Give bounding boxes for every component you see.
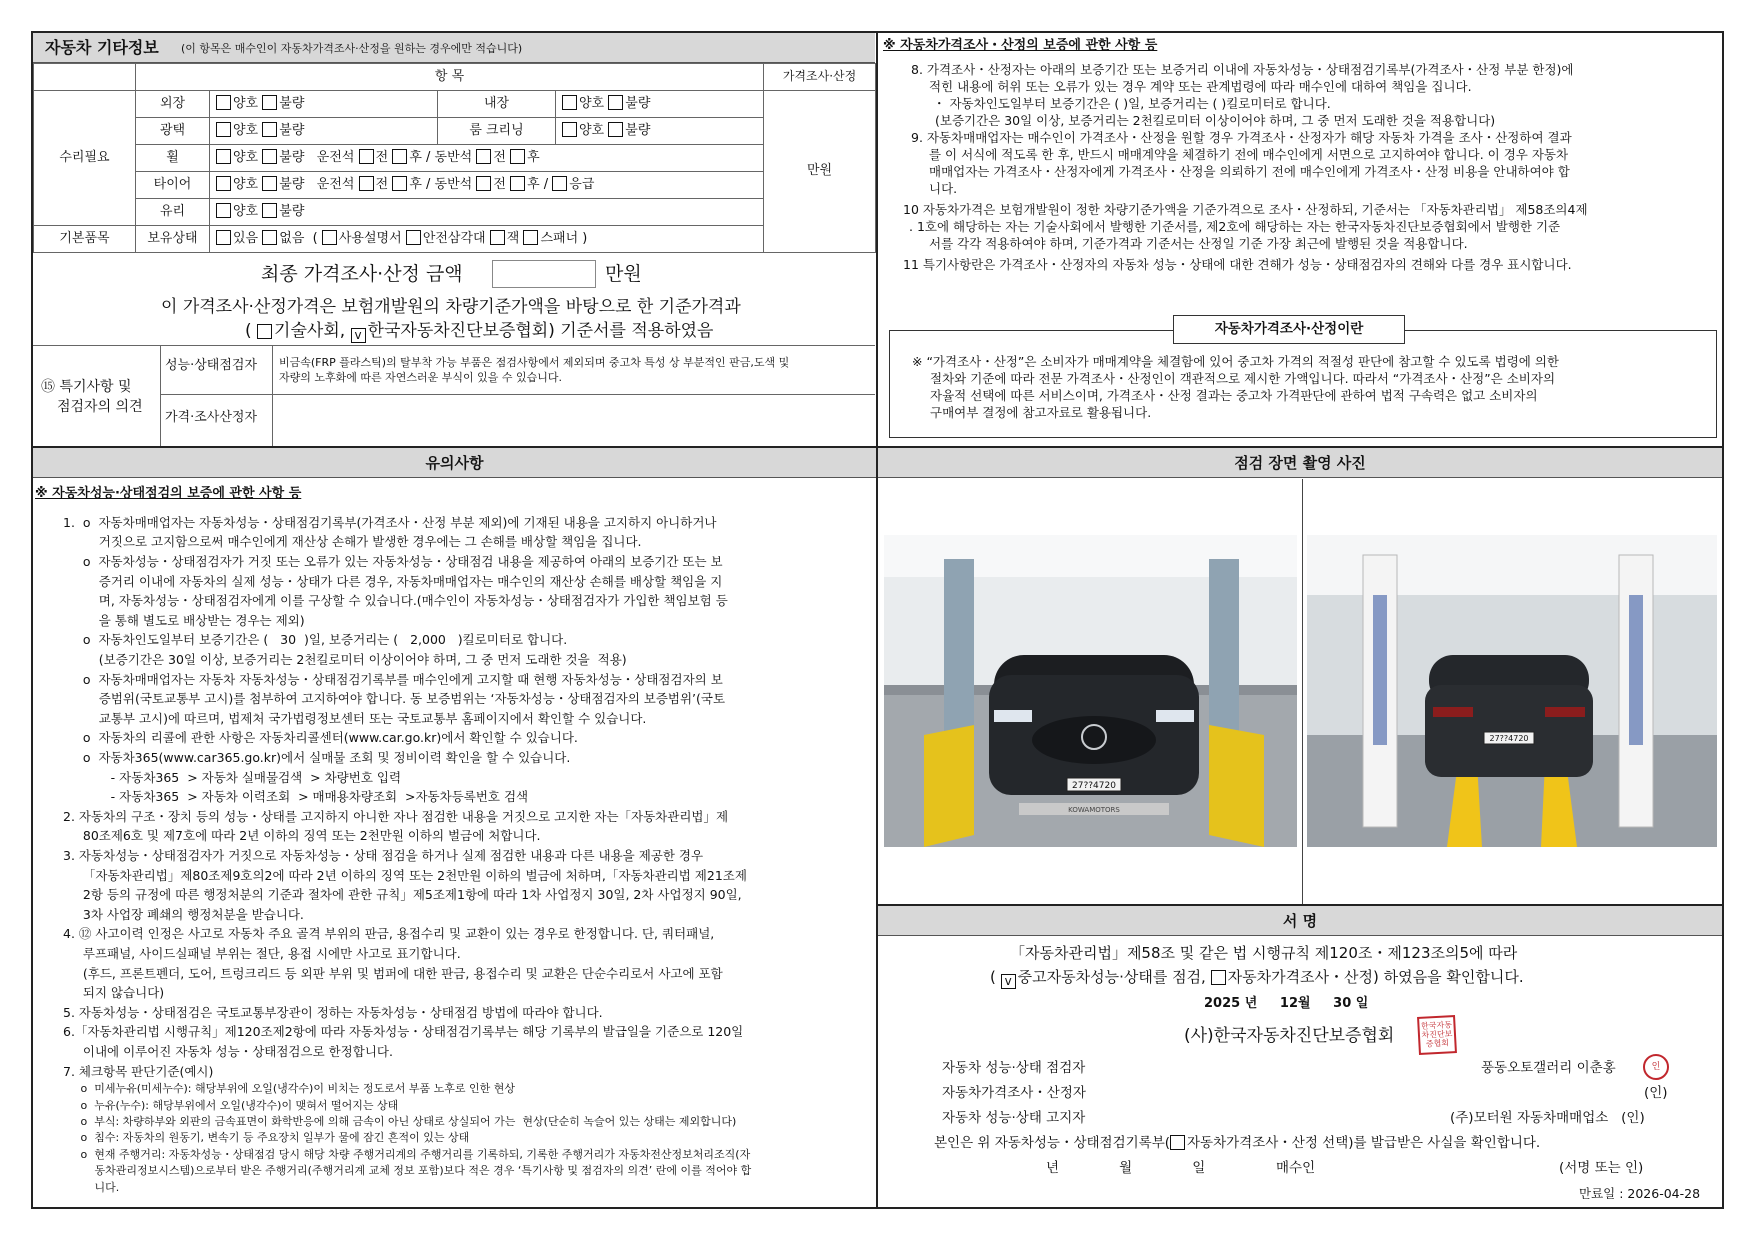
p8-line: (보증기간은 30일 이상, 보증거리는 2천킬로미터 이상이어야 하며, 그 중 먼저 도래한 것을 적용합니다) — [935, 112, 1496, 128]
checkbox-exterior-good[interactable] — [216, 95, 231, 110]
notice-line: 증거리 이내에 자동차의 실제 성능・상태가 다른 경우, 자동차매매업자는 매수인의 재산상 손해를 배상할 책임을 지 — [63, 573, 723, 589]
price-assessment-label: 자동차가격조사・산정) 하였음을 확인합니다. — [1227, 968, 1524, 986]
special-label-line1: ⑮ 특기사항 및 — [41, 379, 132, 395]
good-label: 양호 — [233, 123, 259, 139]
checkbox-gloss-bad[interactable] — [262, 122, 277, 137]
repair-needed-label: 수리필요 — [34, 91, 136, 226]
exterior-label: 외장 — [136, 91, 210, 118]
buyer-label: 매수인 — [1276, 1160, 1316, 1176]
glass-label: 유리 — [136, 199, 210, 226]
notice-line: o 자동차인도일부터 보증기간은 ( 30 )일, 보증거리는 ( 2,000 )킬로미터로 합니다. — [63, 632, 568, 648]
good-label: 양호 — [233, 96, 259, 112]
checkbox-tire-pass-front[interactable] — [476, 176, 491, 191]
notice-line: 3. 자동차성능・상태점검자가 거짓으로 자동차성능・상태 점검을 하거나 실제 점검한 내용과 다른 내용을 제공한 경우 — [63, 847, 704, 863]
guarantee-paragraphs — [883, 61, 1718, 273]
col-item-header: 항 목 — [136, 64, 764, 91]
notice-line: o 현재 주행거리: 자동차성능・상태점검 당시 해당 차량 주행거리계의 주행거리를 기록하되, 기록한 주행거리가 자동차전산정보처리조직(자 — [63, 1147, 751, 1161]
signature-header: 서 명 — [878, 906, 1722, 936]
paren-open: ( — [312, 231, 318, 247]
notice-section — [35, 486, 873, 1196]
p9-line: 를 이 서식에 적도록 한 후, 반드시 매매계약을 체결하기 전에 매수인에게 서면으로 고지하여야 합니다. 이 경우 자동차 — [929, 146, 1569, 162]
rear-label: 후 / — [527, 177, 549, 193]
checkbox-tire-bad[interactable] — [262, 176, 277, 191]
paren-open: ( — [245, 321, 252, 341]
checkbox-tire-emergency[interactable] — [552, 176, 567, 191]
notice-line: 거짓으로 고지함으로써 매수인에게 재산상 손해가 발생한 경우에는 그 손해를 배상할 책임을 집니다. — [63, 534, 642, 550]
notice-line: 1. o 자동차매매업자는 자동차성능・상태점검기록부(가격조사・산정 부분 제외)에 기재된 내용을 고지하지 아니하거나 — [63, 514, 717, 530]
bad-label: 불량 — [625, 123, 651, 139]
ownership-label: 보유상태 — [136, 226, 210, 253]
p9-line: 9. 자동차매매업자는 매수인이 가격조사・산정을 원할 경우 가격조사・산정자가 해당 자동차 가격을 조사・산정하여 결과 — [911, 129, 1572, 145]
triangle-label: 안전삼각대 — [422, 231, 486, 247]
checkbox-performance-inspection[interactable]: v — [1001, 974, 1016, 989]
checkbox-interior-good[interactable] — [562, 95, 577, 110]
notice-line: 7. 체크항목 판단기준(예시) — [63, 1063, 214, 1079]
good-label: 양호 — [579, 96, 605, 112]
other-info-title: 자동차 기타정보 — [45, 38, 159, 57]
bad-label: 불량 — [279, 123, 305, 139]
checkbox-glass-bad[interactable] — [262, 203, 277, 218]
gloss-label: 광택 — [136, 118, 210, 145]
notifier-name: (주)모터원 자동차매매업소 (인) — [1450, 1110, 1645, 1126]
notice-line: 2항 등의 규정에 따른 행정처분의 기준과 절차에 관한 규칙」제5조제1항에 따라 1차 사업정지 30일, 2차 사업정지 90일, — [63, 887, 742, 903]
notice-line: 이내에 이루어진 자동차 성능・상태점검으로 한정합니다. — [63, 1043, 393, 1059]
price-assessor-label: 가격·조사산정자 — [165, 410, 258, 425]
special-sublabels — [161, 346, 273, 446]
checkbox-price-assessment[interactable] — [1211, 970, 1226, 985]
front-lift-brand: KOWAMOTORS — [1068, 806, 1120, 814]
buyer-sign-field[interactable]: (서명 또는 인) — [1559, 1160, 1644, 1176]
photo-divider — [1302, 479, 1303, 904]
definition-line: 구매여부 결정에 참고자료로 활용됩니다. — [930, 405, 1152, 420]
p9-line: 니다. — [929, 180, 958, 196]
other-info-note: (이 항목은 매수인이 자동차가격조사·산정을 원하는 경우에만 적습니다) — [181, 42, 523, 55]
notice-line: 니다. — [63, 1180, 120, 1194]
tire-label: 타이어 — [136, 172, 210, 199]
notice-line: 을 통해 별도로 배상받는 경우는 제외) — [63, 612, 305, 628]
other-info-table — [33, 63, 875, 253]
price-definition-box — [889, 330, 1717, 438]
notice-header: 유의사항 — [33, 448, 876, 478]
inspector-opinion-line2: 자량의 노후화에 따른 자연스러운 부식이 있을 수 있습니다. — [279, 370, 562, 384]
definition-line: ※ “가격조사・산정”은 소비자가 매매계약을 체결함에 있어 중고차 가격의 적절성 판단에 참고할 수 있도록 법령에 의한 — [912, 354, 1560, 369]
inspector-name: 풍동오토갤러리 이춘홍 — [1481, 1060, 1616, 1076]
notice-line: 2. 자동차의 구조・장치 등의 성능・상태를 고지하지 아니한 자나 점검한 내용을 거짓으로 고지한 자는「자동차관리법」제 — [63, 808, 729, 824]
checkbox-tire-pass-rear[interactable] — [510, 176, 525, 191]
front-inspection-photo — [884, 535, 1297, 847]
driver-label: 운전석 — [316, 150, 355, 166]
basis-line1: 이 가격조사·산정가격은 보험개발원의 차량기준가액을 바탕으로 한 기준가격과 — [161, 297, 741, 317]
inspector-opinion — [279, 356, 869, 386]
kaids-label: 한국자동차진단보증협회) 기준서를 적용하였음 — [367, 321, 714, 341]
checkbox-gloss-good[interactable] — [216, 122, 231, 137]
notice-line: 교통부 고시)에 따르며, 법제처 국가법령정보센터 또는 국토교통부 홈페이지에서 확인할 수 있습니다. — [63, 710, 647, 726]
good-label: 양호 — [233, 150, 259, 166]
price-definition-text — [912, 353, 1712, 421]
inspector-seal-text: 인 — [1651, 1062, 1661, 1072]
notice-line: o 부식: 차량하부와 외판의 금속표면이 화학반응에 의해 금속이 아닌 상태로 상실되어 가는 현상(단순히 녹슬어 있는 상태는 제외합니다) — [63, 1114, 737, 1128]
checkbox-triangle[interactable] — [406, 230, 421, 245]
good-label: 양호 — [233, 177, 259, 193]
price-guarantee-section — [883, 38, 1718, 273]
definition-line: 절차와 기준에 따라 전문 가격조사・산정인이 객관적으로 제시한 가액입니다. 따라서 “가격조사・산정”은 소비자의 — [930, 371, 1556, 386]
buyer-date-fields: 년 월 일 — [1046, 1160, 1206, 1176]
jack-label: 잭 — [506, 231, 520, 247]
paren-open: ( — [990, 968, 996, 986]
expiry-date: 만료일 : 2026-04-28 — [1579, 1186, 1701, 1201]
criteria-lines — [35, 1081, 873, 1196]
buyer-confirm-text-a: 본인은 위 자동차성능・상태점검기록부( — [934, 1135, 1171, 1151]
notice-line: 루프패널, 사이드실패널 부위는 절단, 용접 시에만 사고로 표기합니다. — [63, 945, 461, 961]
p11-line: 11 특기사항란은 가격조사・산정자의 자동차 성능・상태에 대한 견해가 성능・상태점검자의 견해와 다를 경우 표시합니다. — [903, 256, 1572, 272]
checkbox-wheel-pass-front[interactable] — [476, 149, 491, 164]
rear-photo-svg — [1307, 535, 1717, 847]
signature-law-line: 「자동차관리법」제58조 및 같은 법 시행규칙 제120조・제123조의5에 따라 — [1010, 944, 1518, 962]
notice-line: 「자동차관리법」제80조제9호의2에 따라 2년 이하의 징역 또는 2천만원 이하의 벌금에 처하며,「자동차관리법 제21조제 — [63, 867, 747, 883]
organization-seal — [1417, 1015, 1457, 1055]
final-price-input[interactable] — [492, 260, 596, 288]
photos-header: 점검 장면 촬영 사진 — [878, 448, 1722, 478]
bad-label: 불량 — [625, 96, 651, 112]
checkbox-interior-bad[interactable] — [608, 95, 623, 110]
notice-line: - 자동차365 > 자동차 이력조회 > 매매용차량조회 >자동차등록번호 검색 — [63, 789, 529, 805]
checkbox-kaids[interactable]: v — [351, 328, 366, 343]
checkbox-spanner[interactable] — [523, 230, 538, 245]
front-photo-svg — [884, 535, 1297, 847]
notice-line: 되지 않습니다) — [63, 985, 165, 1001]
tech-society-label: 기술사회, — [274, 321, 346, 341]
basic-items-label: 기본품목 — [34, 226, 136, 253]
final-price-label: 최종 가격조사·산정 금액 — [261, 263, 463, 285]
notice-line: o 누유(누수): 해당부위에서 오일(냉각수)이 맺혀서 떨어지는 상태 — [63, 1098, 399, 1112]
buyer-confirm-line — [934, 1135, 1540, 1153]
notice-line: 5. 자동차성능・상태점검은 국토교통부장관이 정하는 자동차성능・상태점검 방법에 따라야 합니다. — [63, 1004, 603, 1020]
interior-label: 내장 — [438, 91, 556, 118]
signature-organization: (사)한국자동차진단보증협회 — [1184, 1026, 1395, 1046]
price-guarantee-title: ※ 자동차가격조사・산정의 보증에 관한 사항 등 — [883, 38, 1158, 53]
checkbox-manual[interactable] — [322, 230, 337, 245]
checkbox-wheel-bad[interactable] — [262, 149, 277, 164]
checkbox-exterior-bad[interactable] — [262, 95, 277, 110]
bad-label: 불량 — [279, 177, 305, 193]
checkbox-tech-society[interactable] — [257, 324, 272, 339]
checkbox-wheel-driver-rear[interactable] — [392, 149, 407, 164]
other-info-header — [33, 33, 875, 63]
front-label: 전 — [493, 177, 506, 193]
inspector-seal — [1643, 1054, 1669, 1080]
checkbox-room-good[interactable] — [562, 122, 577, 137]
price-assessor-seal-mark: (인) — [1644, 1085, 1668, 1101]
notice-line: (보증기간은 30일 이상, 보증거리는 2천킬로미터 이상이어야 하며, 그 중 먼저 도래한 것을 적용) — [63, 652, 627, 668]
price-definition-title: 자동차가격조사·산정이란 — [1173, 315, 1405, 344]
col-price-header: 가격조사·산정 — [764, 64, 876, 91]
driver-label: 운전석 — [316, 177, 355, 193]
inspector-label: 성능·상태점검자 — [165, 358, 258, 373]
front-label: 전 — [493, 150, 506, 166]
checkbox-wheel-driver-front[interactable] — [359, 149, 374, 164]
checkbox-own-no[interactable] — [262, 230, 277, 245]
organization-seal-text: 한국자동차진단보증협회 — [1420, 1020, 1453, 1049]
final-price-block — [33, 256, 875, 346]
p10-line: 10 자동차가격은 보험개발원이 정한 차량기준가액을 기준가격으로 조사・산정하되, 기준서는 「자동차관리법」 제58조의4제 — [903, 201, 1588, 217]
no-label: 없음 — [279, 231, 305, 247]
notice-line: o 미세누유(미세누수): 해당부위에 오일(냉각수)이 비치는 정도로서 부품 노후로 인한 현상 — [63, 1082, 515, 1096]
good-label: 양호 — [579, 123, 605, 139]
inspector-role-label: 자동차 성능·상태 점검자 — [942, 1060, 1086, 1076]
p8-line: 8. 가격조사・산정자는 아래의 보증기간 또는 보증거리 이내에 자동차성능・상태점검기록부(가격조사・산정 부분 한정)에 — [911, 61, 1574, 77]
signature-date: 2025 년 12월 30 일 — [1204, 996, 1369, 1011]
divider — [161, 394, 273, 395]
checkbox-wheel-good[interactable] — [216, 149, 231, 164]
checkbox-own-yes[interactable] — [216, 230, 231, 245]
checkbox-tire-driver-rear[interactable] — [392, 176, 407, 191]
notice-line: 며, 자동차성능・상태점검자에게 이를 구상할 수 있습니다.(매수인이 자동차성능・상태점검자가 가입한 책임보험 등 — [63, 593, 728, 609]
final-price-unit: 만원 — [605, 263, 642, 285]
checkbox-tire-driver-front[interactable] — [359, 176, 374, 191]
notice-line: - 자동차365 > 자동차 실매물검색 > 차량번호 입력 — [63, 769, 402, 785]
p9-line: 매매업자는 가격조사・산정자에게 가격조사・산정을 의뢰하기 전에 매수인에게 가격조사・산정 비용을 안내하여야 합 — [929, 163, 1570, 179]
basis-line2 — [245, 320, 713, 343]
checkbox-glass-good[interactable] — [216, 203, 231, 218]
notice-line: 6.「자동차관리법 시행규칙」제120조제2항에 따라 자동차성능・상태점검기록부는 해당 기록부의 발급일을 기준으로 120일 — [63, 1024, 744, 1040]
bad-label: 불량 — [279, 204, 305, 220]
emergency-label: 응급 — [569, 177, 595, 193]
rear-passenger-label: 후 / 동반석 — [409, 177, 473, 193]
p10-line: 서를 각각 적용하여야 하며, 기준가격과 기준서는 산정일 기준 가장 최근에 발행된 것을 적용합니다. — [929, 235, 1468, 251]
wheel-label: 휠 — [136, 145, 210, 172]
special-notes-block — [33, 346, 875, 446]
notice-line: 4. ⑫ 사고이력 인정은 사고로 자동차 주요 골격 부위의 판금, 용접수리 및 교환이 있는 경우로 한정합니다. 단, 쿼터패널, — [63, 926, 715, 942]
rear-label: 후 — [527, 150, 540, 166]
notice-line: o 자동차365(www.car365.go.kr)에서 실매물 조회 및 정비이력 확인을 할 수 있습니다. — [63, 750, 571, 766]
front-plate-text: 27??4720 — [1072, 781, 1116, 791]
front-label: 전 — [375, 177, 389, 193]
checkbox-jack[interactable] — [490, 230, 505, 245]
notifier-role-label: 자동차 성능·상태 고지자 — [942, 1110, 1086, 1126]
special-label-cell — [33, 346, 161, 446]
special-label-line2: 점검자의 의견 — [57, 399, 143, 415]
p8-line: ・ 자동차인도일부터 보증기간은 ( )일, 보증거리는 ( )킬로미터로 합니다. — [933, 95, 1331, 111]
signature-confirm-line — [990, 968, 1524, 989]
front-label: 전 — [375, 150, 389, 166]
bad-label: 불량 — [279, 96, 305, 112]
spanner-label: 스패너 ) — [540, 231, 588, 247]
p10-line: . 1호에 해당하는 자는 기술사회에서 발행한 기준서를, 제2호에 해당하는 자는 한국자동차진단보증협회에서 발행한 기준 — [909, 218, 1561, 234]
yes-label: 있음 — [233, 231, 259, 247]
notice-line: 증범위(국토교통부 고시)를 첨부하여 고지하여야 합니다. 동 보증범위는 ‘자동차성능・상태점검자의 보증범위’(국토 — [63, 691, 726, 707]
price-unit: 만원 — [764, 91, 876, 253]
definition-line: 자율적 선택에 따른 서비스이며, 가격조사・산정 결과는 중고차 가격판단에 관하여 법적 구속력은 없고 소비자의 — [930, 388, 1538, 403]
notice-line: (후드, 프론트펜더, 도어, 트렁크리드 등 외판 부위 및 범퍼에 대한 판금, 용접수리 및 교환은 단순수리로서 사고에 포함 — [63, 965, 723, 981]
bad-label: 불량 — [279, 150, 305, 166]
notice-line: o 침수: 자동차의 원동기, 변속기 등 주요장치 일부가 물에 잠긴 흔적이 있는 상태 — [63, 1131, 470, 1145]
notice-line: 80조제6호 및 제7호에 따라 2년 이하의 징역 또는 2천만원 이하의 벌금에 처합니다. — [63, 828, 541, 844]
notice-line: o 자동차성능・상태점검자가 거짓 또는 오류가 있는 자동차성능・상태점검 내용을 제공하여 아래의 보증기간 또는 보 — [63, 554, 723, 570]
manual-label: 사용설명서 — [338, 231, 402, 247]
notice-line: o 자동차매매업자는 자동차 자동차성능・상태점검기록부를 매수인에게 고지할 때 현행 자동차성능・상태점검자의 보 — [63, 671, 723, 687]
notice-line: 3차 사업장 폐쇄의 행정처분을 받습니다. — [63, 906, 304, 922]
good-label: 양호 — [233, 204, 259, 220]
price-assessor-role-label: 자동차가격조사・산정자 — [942, 1085, 1086, 1101]
rear-inspection-photo — [1307, 535, 1717, 847]
rear-plate-text: 27??4720 — [1489, 734, 1529, 743]
p8-line: 적힌 내용에 허위 또는 오류가 있는 경우 계약 또는 관계법령에 따라 매수인에 대하여 책임을 집니다. — [929, 78, 1472, 94]
performance-inspection-label: 중고자동차성능·상태를 점검, — [1017, 968, 1206, 986]
buyer-confirm-text-b: 자동차가격조사・산정 선택)를 발급받은 사실을 확인합니다. — [1187, 1135, 1541, 1151]
checkbox-wheel-pass-rear[interactable] — [510, 149, 525, 164]
notice-line: o 자동차의 리콜에 관한 사항은 자동차리콜센터(www.car.go.kr)에서 확인할 수 있습니다. — [63, 730, 578, 746]
notice-line: 동차관리정보시스템)으로부터 받은 주행거리(주행거리계 교체 정보 포함)보다 적은 경우 ‘특기사항 및 점검자의 의견’ 란에 이를 적어야 합 — [63, 1164, 752, 1178]
checkbox-room-bad[interactable] — [608, 122, 623, 137]
signature-section — [878, 938, 1722, 1208]
checkbox-buyer-price-option[interactable] — [1170, 1135, 1185, 1150]
divider — [273, 394, 875, 395]
notice-lines — [35, 513, 873, 1081]
notice-subtitle: ※ 자동차성능·상태점검의 보증에 관한 사항 등 — [35, 486, 302, 501]
checkbox-tire-good[interactable] — [216, 176, 231, 191]
room-cleaning-label: 룸 크리닝 — [438, 118, 556, 145]
inspector-opinion-line1: 비금속(FRP 플라스틱)의 탈부착 가능 부품은 점검사항에서 제외되며 중고차 특성 상 부분적인 판금,도색 및 — [279, 356, 790, 369]
rear-passenger-label: 후 / 동반석 — [409, 150, 473, 166]
